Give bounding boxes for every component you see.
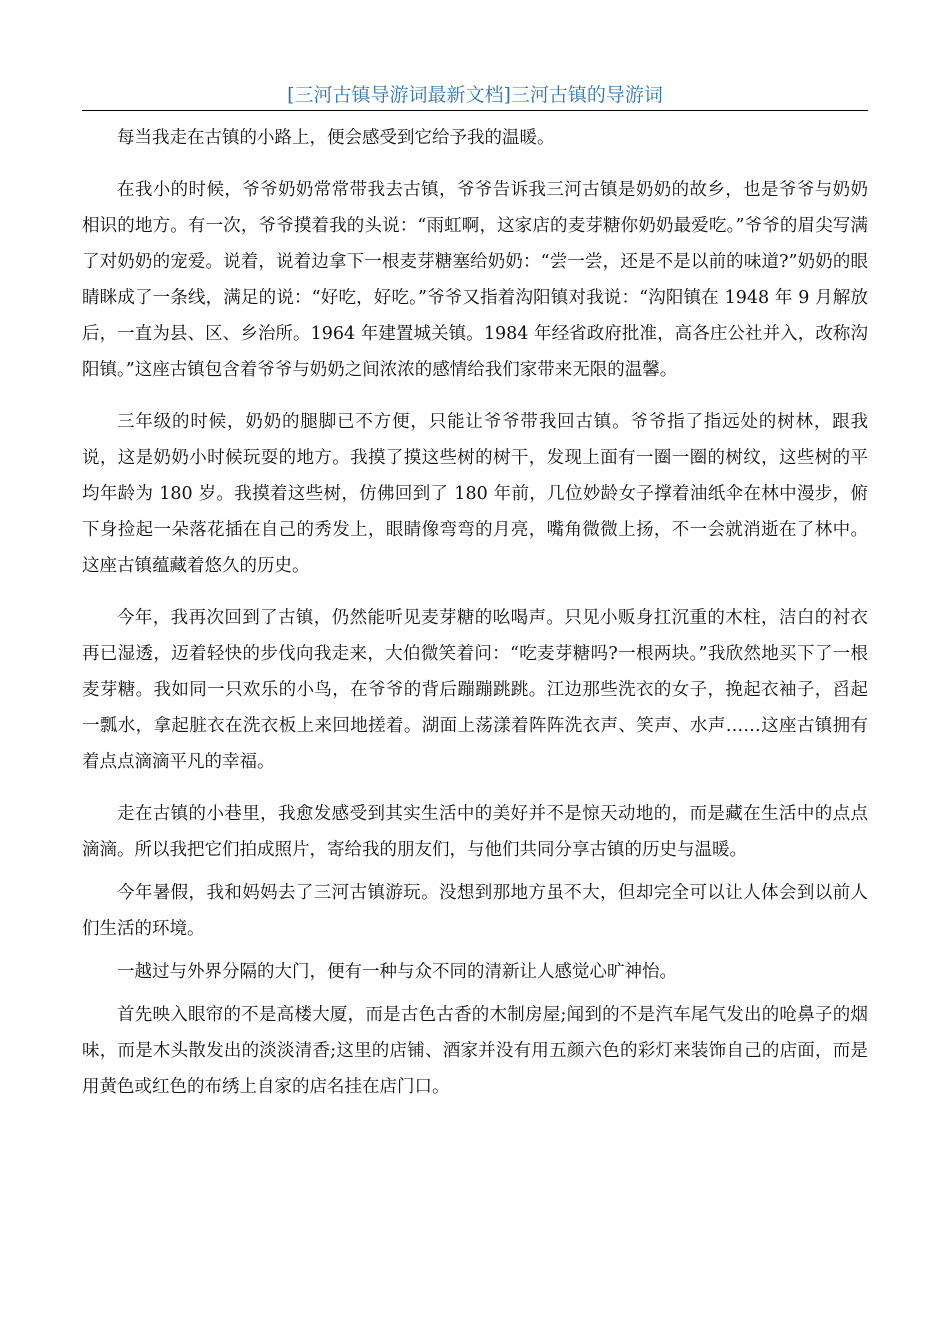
paragraph-1: 每当我走在古镇的小路上，便会感受到它给予我的温暖。	[117, 128, 555, 148]
paragraph-8: 首先映入眼帘的不是高楼大厦，而是古色古香的木制房屋;闻到的不是汽车尾气发出的呛鼻子的烟味，而是木头散发出的淡淡清香;这里的店铺、酒家并没有用五颜六色的彩灯来装饰自己的店面，而是用黄色或红色的布绣上自家的店名挂在店门口。	[82, 1005, 868, 1097]
paragraph-5: 走在古镇的小巷里，我愈发感受到其实生活中的美好并不是惊天动地的，而是藏在生活中的点点滴滴。所以我把它们拍成照片，寄给我的朋友们，与他们共同分享古镇的历史与温暖。	[82, 804, 868, 860]
document-body	[82, 120, 868, 1105]
paragraph-6: 今年暑假，我和妈妈去了三河古镇游玩。没想到那地方虽不大，但却完全可以让人体会到以前人们生活的环境。	[82, 883, 868, 939]
title-underline	[82, 110, 868, 111]
paragraph-4: 今年，我再次回到了古镇，仍然能听见麦芽糖的吆喝声。只见小贩身扛沉重的木柱，洁白的衬衣再已湿透，迈着轻快的步伐向我走来，大伯微笑着问：“吃麦芽糖吗?一根两块。”我欣然地买下了一根麦芽糖。我如同一只欢乐的小鸟，在爷爷的背后蹦蹦跳跳。江边那些洗衣的女子，挽起衣袖子，舀起一瓢水，拿起脏衣在洗衣板上来回地搓着。湖面上荡漾着阵阵洗衣声、笑声、水声……这座古镇拥有着点点滴滴平凡的幸福。	[82, 608, 868, 772]
paragraph-3: 三年级的时候，奶奶的腿脚已不方便，只能让爷爷带我回古镇。爷爷指了指远处的树林，跟我说，这是奶奶小时候玩耍的地方。我摸了摸这些树的树干，发现上面有一圈一圈的树纹，这些树的平均年龄为 180 岁。我摸着这些树，仿佛回到了 180 年前，几位妙龄女子撑着油纸伞在林中漫步，俯下身捡起一朵落花插在自己的秀发上，眼睛像弯弯的月亮，嘴角微微上扬，不一会就消逝在了林中。这座古镇蕴藏着悠久的历史。	[82, 412, 868, 576]
document-title: [三河古镇导游词最新文档]三河古镇的导游词	[287, 84, 663, 106]
paragraph-2: 在我小的时候，爷爷奶奶常常带我去古镇，爷爷告诉我三河古镇是奶奶的故乡，也是爷爷与奶奶相识的地方。有一次，爷爷摸着我的头说：“雨虹啊，这家店的麦芽糖你奶奶最爱吃。”爷爷的眉尖写满了对奶奶的宠爱。说着，说着边拿下一根麦芽糖塞给奶奶：“尝一尝，还是不是以前的味道?”奶奶的眼睛眯成了一条线，满足的说：“好吃，好吃。”爷爷又指着沟阳镇对我说：“沟阳镇在 1948 年 9 月解放后，一直为县、区、乡治所。1964 年建置城关镇。1984 年经省政府批准，高各庄公社并入，改称沟阳镇。”这座古镇包含着爷爷与奶奶之间浓浓的感情给我们家带来无限的温馨。	[82, 180, 868, 380]
paragraph-7: 一越过与外界分隔的大门，便有一种与众不同的清新让人感觉心旷神怡。	[117, 962, 677, 982]
